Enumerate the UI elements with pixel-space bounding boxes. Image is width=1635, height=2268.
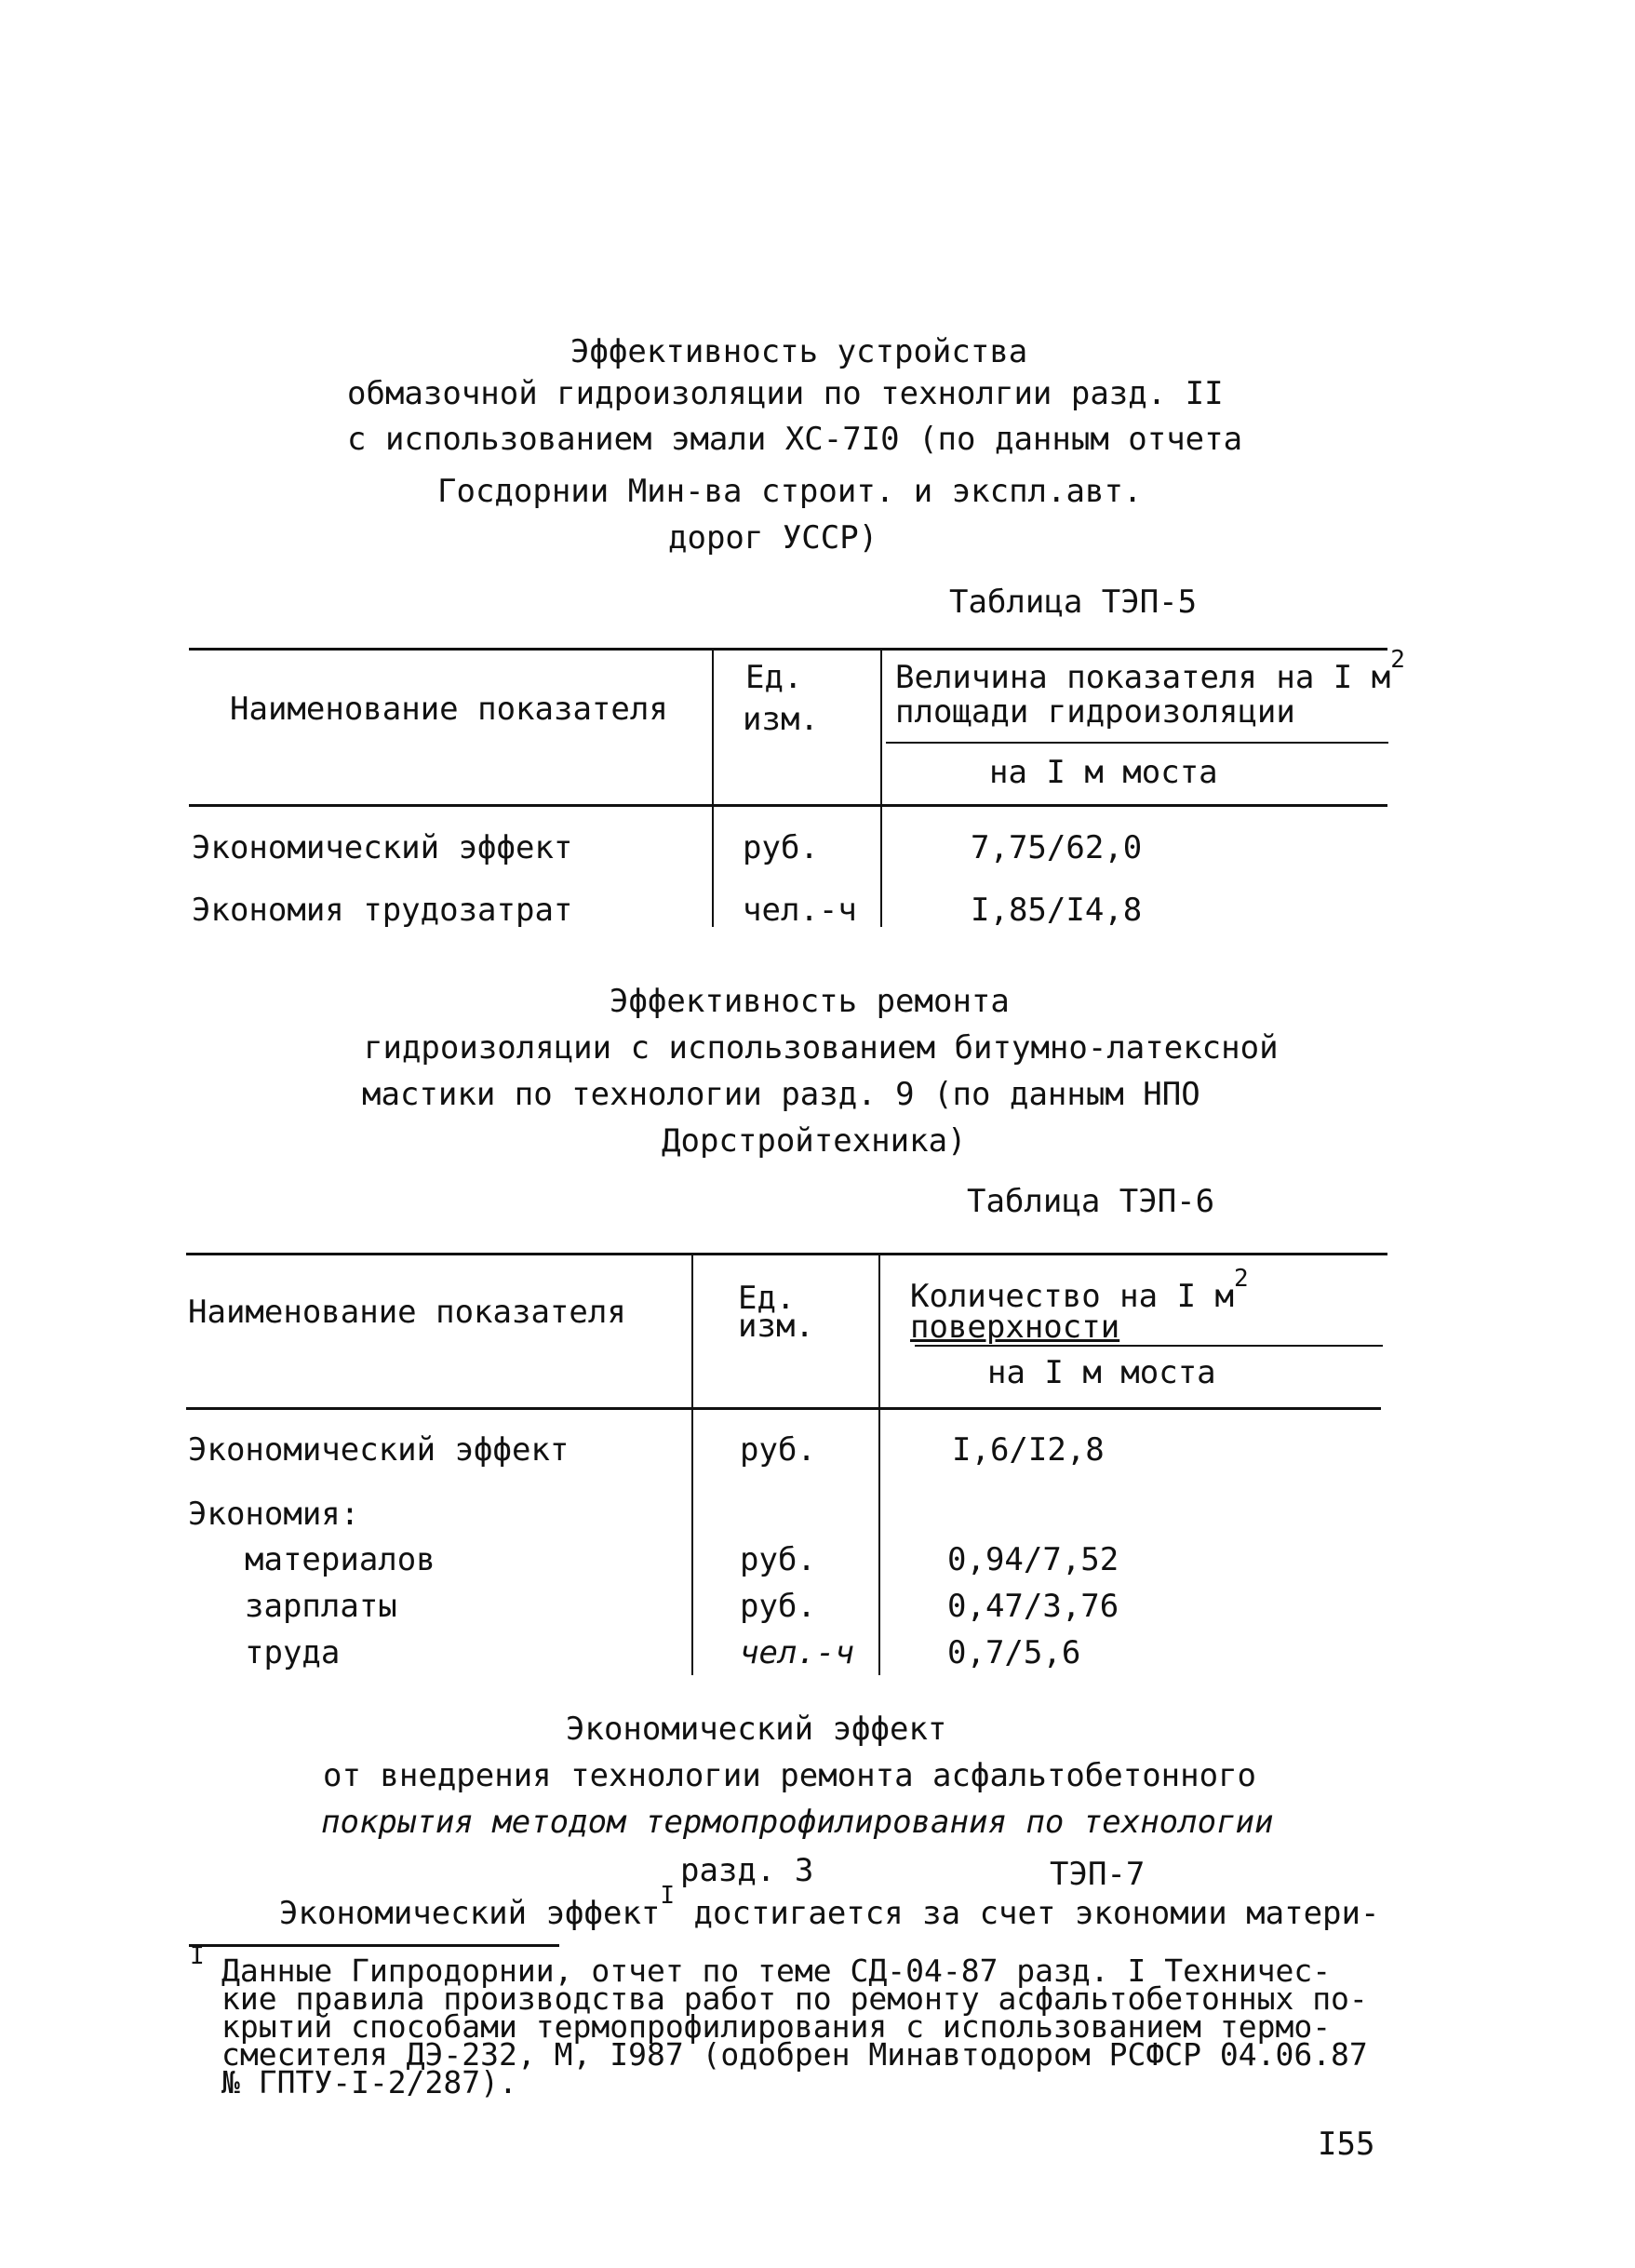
section3-title-line: разд. 3 xyxy=(680,1852,814,1889)
section3-title-line: от внедрения технологии ремонта асфальтобетонного xyxy=(323,1757,1257,1794)
body-paragraph: Экономический эффект$^I$ достигается за счет экономии матери- xyxy=(279,1882,1380,1932)
section3-title-line: покрытия методом термопрофилирования по технологии xyxy=(321,1804,1274,1841)
row-name: материалов xyxy=(245,1541,436,1578)
row-unit: руб. xyxy=(740,1541,816,1578)
table-rule xyxy=(886,742,1388,744)
row-name: Экономия: xyxy=(188,1496,360,1533)
column-header-name: Наименование показателя xyxy=(230,691,668,728)
row-name: Экономический эффект xyxy=(188,1431,570,1469)
section1-title-line: Госдорнии Мин-ва строит. и экспл.авт. xyxy=(437,473,1143,510)
column-header-unit: изм. xyxy=(738,1308,814,1345)
section1-title-line: обмазочной гидроизоляции по технолгии разд. II xyxy=(347,375,1224,412)
column-header-value: Количество на I $м^2$ xyxy=(910,1265,1249,1315)
section1-title-line: с использованием эмали ХС-7I0 (по данным отчета xyxy=(347,421,1243,458)
row-value: 0,47/3,76 xyxy=(947,1588,1119,1625)
row-value: 0,7/5,6 xyxy=(947,1634,1081,1671)
table-rule xyxy=(186,1253,1387,1255)
column-header-unit: изм. xyxy=(743,701,819,738)
row-unit: руб. xyxy=(740,1431,816,1469)
column-subheader: на I м моста xyxy=(987,1354,1216,1391)
column-header-value: площади гидроизоляции xyxy=(895,693,1295,731)
column-subheader: на I м моста xyxy=(989,754,1218,791)
row-value: 0,94/7,52 xyxy=(947,1541,1119,1578)
row-value: 7,75/62,0 xyxy=(971,829,1143,866)
table-rule xyxy=(189,648,1387,651)
table-rule xyxy=(186,1407,1381,1410)
footnote-line: смесителя ДЭ-232, М, I987 (одобрен Минавтодором РСФСР 04.06.87 xyxy=(221,2036,1368,2073)
table-rule xyxy=(189,804,1387,807)
section2-title-line: Дорстройтехника) xyxy=(662,1122,967,1160)
column-header-name: Наименование показателя xyxy=(188,1294,626,1331)
row-unit: чел.-ч xyxy=(740,1634,854,1671)
table-column-divider xyxy=(712,650,714,927)
row-unit: руб. xyxy=(743,829,819,866)
section2-title-line: гидроизоляции с использованием битумно-латексной xyxy=(364,1029,1279,1067)
section1-title-line: дорог УССР) xyxy=(668,519,878,557)
row-unit: руб. xyxy=(740,1588,816,1625)
row-name: Экономия трудозатрат xyxy=(192,892,573,929)
row-unit: чел.-ч xyxy=(743,892,857,929)
superscript: 2 xyxy=(1234,1265,1249,1293)
row-value: I,6/I2,8 xyxy=(952,1431,1105,1469)
page-number: I55 xyxy=(1318,2126,1375,2163)
section3-title-line: Экономический эффект xyxy=(566,1711,947,1748)
table-column-divider xyxy=(878,1255,880,1675)
section1-title-line: Эффективность устройства xyxy=(570,333,1028,370)
row-name: Экономический эффект xyxy=(192,829,573,866)
footnote-separator xyxy=(189,1944,559,1947)
section2-title-line: мастики по технологии разд. 9 (по данным НПО xyxy=(362,1076,1200,1113)
column-header-value: Величина показателя на I $м^2$ xyxy=(895,646,1405,696)
column-header-value: поверхности xyxy=(910,1308,1120,1346)
row-name: зарплаты xyxy=(245,1588,397,1625)
table-column-divider xyxy=(691,1255,693,1675)
footnote-line: крытий способами термопрофилирования с использованием термо- xyxy=(221,2008,1332,2045)
row-name: труда xyxy=(245,1634,341,1671)
footnote-reference: I xyxy=(660,1882,676,1910)
column-header-unit: Ед. xyxy=(738,1280,796,1317)
footnote-line: кие правила производства работ по ремонту асфальтобетонных по- xyxy=(221,1980,1368,2017)
column-header-unit: Ед. xyxy=(745,659,803,696)
superscript: 2 xyxy=(1390,646,1405,674)
table7-label: ТЭП-7 xyxy=(1050,1856,1146,1893)
row-value: I,85/I4,8 xyxy=(971,892,1143,929)
table6-label: Таблица ТЭП-6 xyxy=(967,1183,1215,1220)
footnote-marker: I xyxy=(190,1942,205,1970)
table5-label: Таблица ТЭП-5 xyxy=(949,584,1198,621)
footnote-line: Данные Гипродорнии, отчет по теме СД-04-87 разд. I Техничес- xyxy=(221,1953,1332,1989)
table-column-divider xyxy=(880,650,882,927)
section2-title-line: Эффективность ремонта xyxy=(610,983,1010,1020)
footnote-line: № ГПТУ-I-2/287). xyxy=(221,2064,517,2100)
